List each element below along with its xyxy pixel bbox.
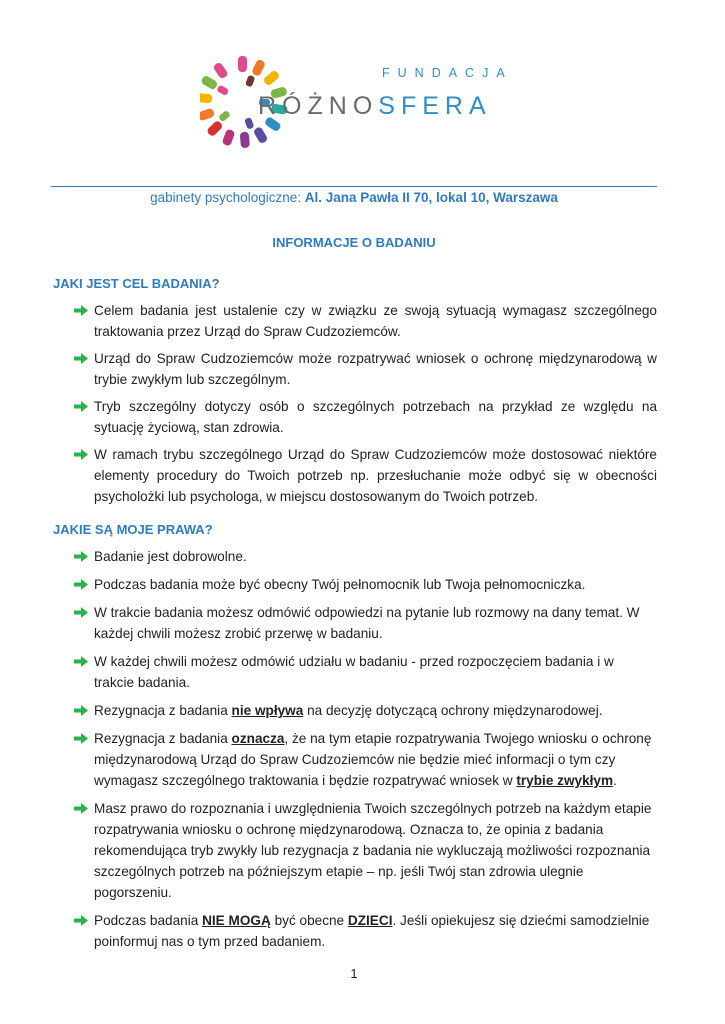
list-item-text bbox=[94, 700, 657, 721]
document-title: INFORMACJE O BADANIU bbox=[272, 235, 436, 250]
list-item bbox=[73, 546, 657, 567]
logo-name-gray-part: RÓŻNO bbox=[258, 92, 379, 120]
list-item-text bbox=[94, 910, 657, 952]
list-item-text: Celem badania jest ustalenie czy w związku ze swoją sytuacją wymagasz szczególnego traktowania przez Urząd do Spraw Cudzoziemców. bbox=[94, 303, 657, 339]
emphasis-normal-mode: trybie zwykłym bbox=[516, 773, 614, 788]
section-heading-purpose: JAKI JEST CEL BADANIA? bbox=[53, 276, 220, 291]
list-item-text bbox=[94, 728, 657, 791]
purpose-list bbox=[73, 300, 657, 507]
text-segment: być obecne bbox=[270, 913, 348, 928]
list-item-text: Badanie jest dobrowolne. bbox=[94, 549, 247, 564]
arrow-right-icon bbox=[74, 733, 88, 744]
arrow-right-icon bbox=[74, 305, 88, 316]
page-number: 1 bbox=[350, 966, 358, 981]
clinic-address bbox=[0, 190, 708, 205]
arrow-right-icon bbox=[74, 607, 88, 618]
arrow-right-icon bbox=[74, 449, 88, 460]
text-segment: Rezygnacja z badania bbox=[94, 731, 232, 746]
section-heading-rights: JAKIE SĄ MOJE PRAWA? bbox=[53, 522, 213, 537]
list-item bbox=[73, 348, 657, 390]
list-item bbox=[73, 910, 657, 952]
logo-organization-name bbox=[258, 92, 492, 121]
text-segment: Rezygnacja z badania bbox=[94, 703, 232, 718]
arrow-right-icon bbox=[74, 656, 88, 667]
list-item-text: W ramach trybu szczególnego Urząd do Spraw Cudzoziemców może dostosować niektóre elementy procedury do Twoich potrzeb np. przesłuchanie może odbyć się w obecności psycholożki lub psychologa, w miejscu dostosowanym do Twoich potrzeb. bbox=[94, 447, 657, 504]
list-item bbox=[73, 444, 657, 507]
text-segment: . bbox=[613, 773, 617, 788]
list-item-text: W trakcie badania możesz odmówić odpowiedzi na pytanie lub rozmowy na dany temat. W każdej chwili możesz zrobić przerwę w badaniu. bbox=[94, 605, 640, 641]
arrow-right-icon bbox=[74, 705, 88, 716]
list-item-text: Masz prawo do rozpoznania i uwzględnienia Twoich szczególnych potrzeb na każdym etapie rozpatrywania wniosku o ochronę międzynarodową. Oznacza to, że opinia z badania rekomendująca tryb zwykły lub rezygnacja z badania nie wykluczają możliwości rozpoznania szczególnych potrzeb na późniejszym etapie – np. jeśli Twój stan zdrowia ulegnie pogorszeniu. bbox=[94, 801, 652, 900]
arrow-right-icon bbox=[74, 401, 88, 412]
list-item bbox=[73, 798, 657, 903]
emphasis-means: oznacza bbox=[231, 731, 285, 746]
address-location: Al. Jana Pawła II 70, lokal 10, Warszawa bbox=[304, 190, 558, 205]
arrow-right-icon bbox=[74, 915, 88, 926]
address-prefix: gabinety psychologiczne: bbox=[150, 190, 305, 205]
list-item bbox=[73, 728, 657, 791]
logo-name-blue-part: SFERA bbox=[378, 92, 492, 120]
emphasis-not-affect: nie wpływa bbox=[231, 703, 304, 718]
arrow-right-icon bbox=[74, 353, 88, 364]
list-item bbox=[73, 574, 657, 595]
list-item-text: Urząd do Spraw Cudzoziemców może rozpatrywać wniosek o ochronę międzynarodową w trybie zwykłym lub szczególnym. bbox=[94, 351, 657, 387]
text-segment: na decyzję dotyczącą ochrony międzynarodowej. bbox=[303, 703, 603, 718]
list-item bbox=[73, 300, 657, 342]
arrow-right-icon bbox=[74, 551, 88, 562]
list-item-text: Tryb szczególny dotyczy osób o szczególnych potrzebach na przykład ze względu na sytuację życiową, stan zdrowia. bbox=[94, 399, 657, 435]
list-item-text: W każdej chwili możesz odmówić udziału w badaniu - przed rozpoczęciem badania i w trakcie badania. bbox=[94, 654, 614, 690]
list-item-text: Podczas badania może być obecny Twój pełnomocnik lub Twoja pełnomocniczka. bbox=[94, 577, 586, 592]
arrow-right-icon bbox=[74, 803, 88, 814]
header-divider bbox=[51, 186, 657, 187]
list-item bbox=[73, 700, 657, 721]
text-segment: , że na tym etapie rozpatrywania Twojego wniosku o ochronę międzynarodową Urząd do Spraw Cudzoziemców nie będzie mieć informacji o tym czy wymagasz szczególnego traktowania i będzie rozpatrywać wniosek w bbox=[94, 731, 652, 788]
emphasis-cannot: NIE MOGĄ bbox=[202, 913, 271, 928]
rights-list bbox=[73, 546, 657, 952]
list-item bbox=[73, 396, 657, 438]
emphasis-children: DZIECI bbox=[347, 913, 393, 928]
text-segment: Podczas badania bbox=[94, 913, 203, 928]
logo-foundation-label: FUNDACJA bbox=[382, 66, 513, 80]
list-item bbox=[73, 602, 657, 644]
arrow-right-icon bbox=[74, 579, 88, 590]
text-segment: . Jeśli opiekujesz się dziećmi samodzielnie poinformuj nas o tym przed badaniem. bbox=[94, 913, 650, 949]
list-item bbox=[73, 651, 657, 693]
